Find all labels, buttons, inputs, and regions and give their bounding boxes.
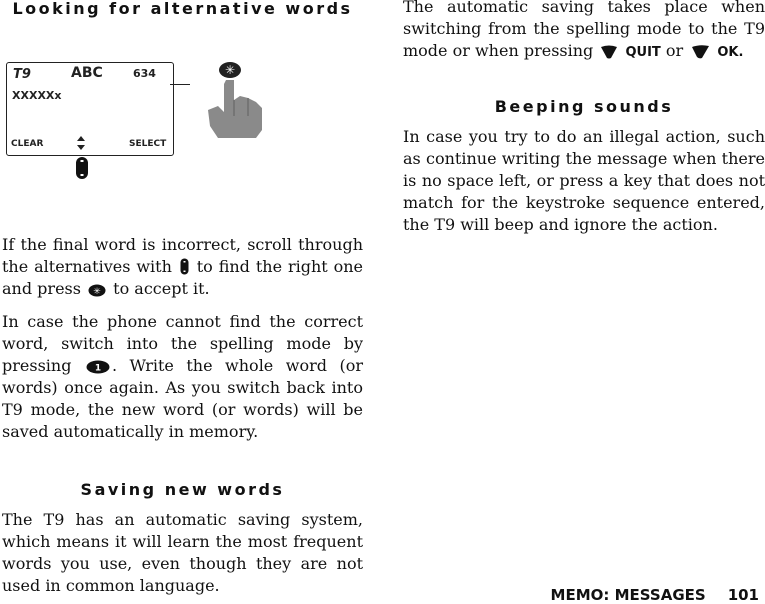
hand-pointer-icon: [204, 60, 266, 140]
left-column: [2, 0, 363, 597]
softkey-select-label: SELECT: [129, 139, 167, 149]
scroll-key-icon: [75, 156, 89, 180]
page-number: 101: [727, 586, 759, 604]
left-softkey-icon: [600, 45, 618, 59]
mode-indicator: ABC: [71, 65, 103, 81]
phone-display-figure: [2, 42, 363, 202]
t9-logo: T9: [13, 67, 31, 82]
one-key-icon: [86, 360, 110, 374]
paragraph-beeping: In case you try to do an illegal action, such as continue writing the message when there is no space left, or press a key that does not match for the keystroke sequence entered, the T9 will beep and ignore the action.: [403, 127, 765, 234]
paragraph-automatic-saving: The automatic saving takes place when switching from the spelling mode to the T9 mode or when pressing QUIT or OK.: [403, 0, 765, 60]
right-column: [403, 0, 765, 236]
up-down-arrow-icon: [77, 136, 85, 150]
char-counter: 634: [133, 67, 156, 80]
section-title: MEMO: MESSAGES: [550, 586, 706, 604]
heading-alternative-words: Looking for alternative words: [12, 0, 353, 18]
paragraph-scroll-alternatives: If the final word is incorrect, scroll through the alternatives with to find the right one and press ✳ to accept it.: [2, 235, 364, 298]
right-softkey-icon: [690, 45, 710, 59]
scroll-key-icon: [180, 258, 189, 275]
heading-beeping-sounds: Beeping sounds: [494, 97, 674, 116]
softkey-clear-label: CLEAR: [11, 139, 44, 149]
page-footer: [551, 586, 759, 604]
star-key-icon: [88, 284, 106, 297]
heading-saving-new-words: Saving new words: [80, 480, 285, 499]
svg-text:1: 1: [94, 363, 102, 374]
paragraph-spelling-mode: In case the phone cannot find the correct word, switch into the spelling mode by pressing 1 . Write the whole word (or words) once again. As you switch back into T9 mode, the new word (or words) will be saved automatically in memory.: [2, 312, 363, 441]
lcd-word: XXXXXx: [12, 89, 62, 102]
svg-text:✳: ✳: [93, 287, 101, 297]
svg-text:✳: ✳: [224, 63, 236, 77]
phone-lcd-screen: [6, 62, 174, 156]
paragraph-saving-system: The T9 has an automatic saving system, which means it will learn the most frequent words you use, even though they are not used in common language.: [2, 510, 363, 595]
